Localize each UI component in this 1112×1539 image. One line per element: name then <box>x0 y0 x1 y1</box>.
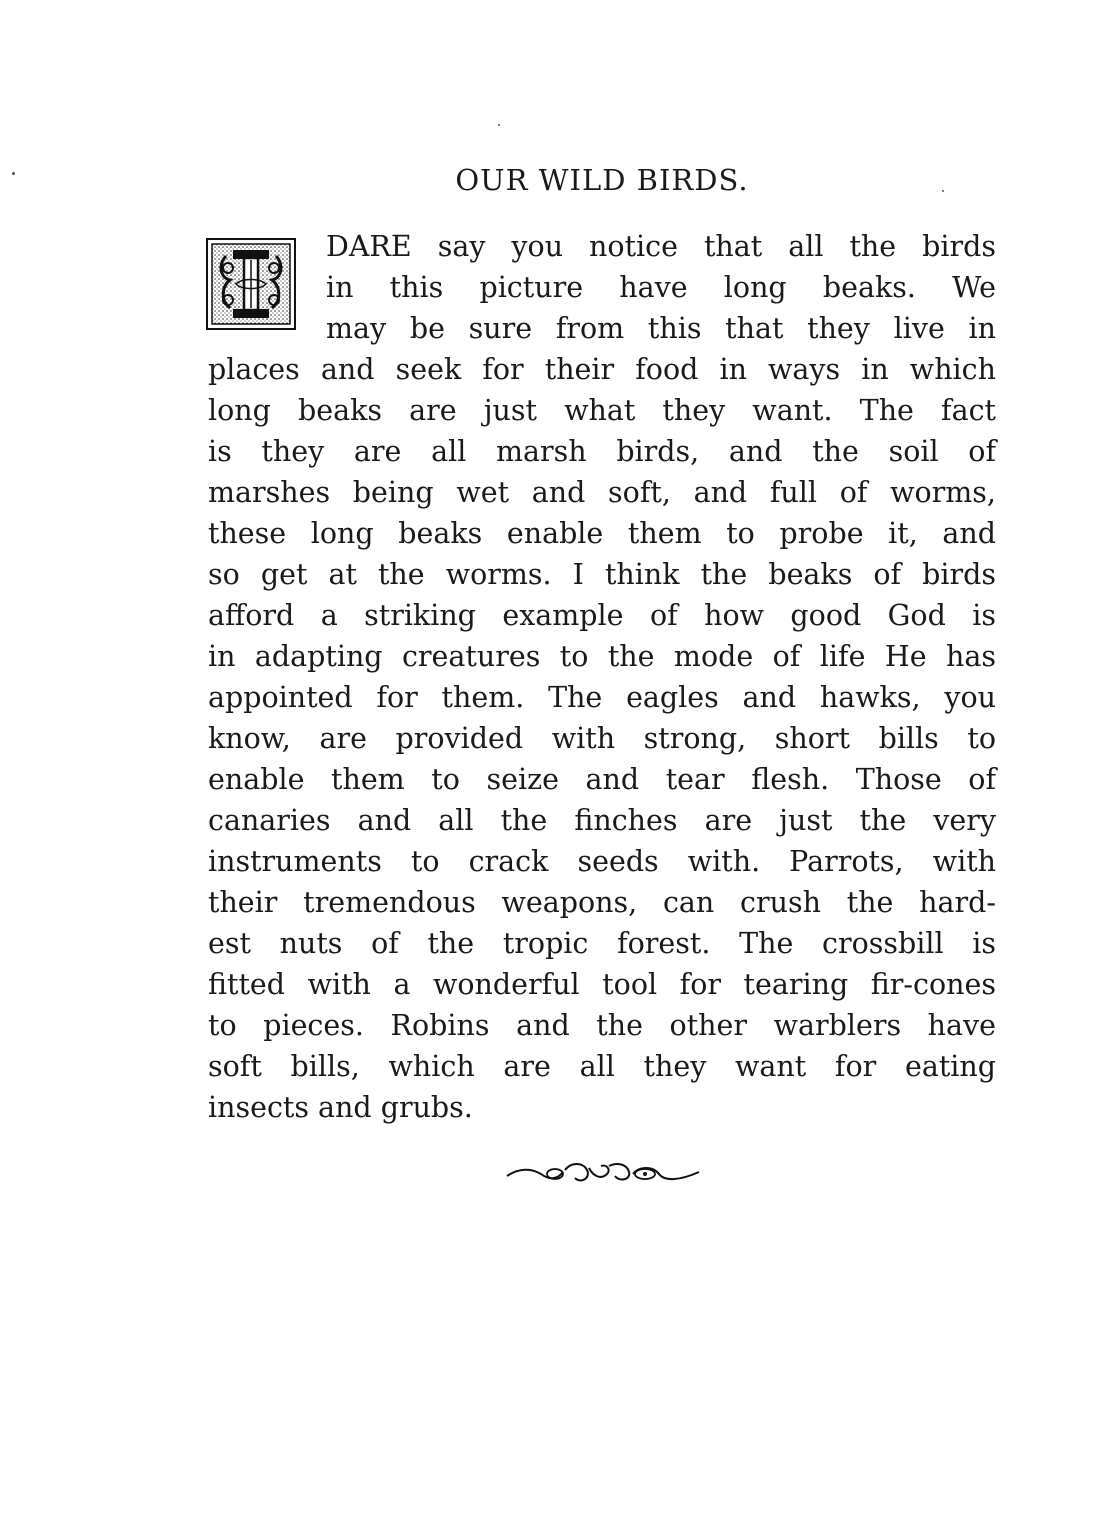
text-line-16: instruments to crack seeds with. Parrots, with <box>208 845 996 878</box>
decorative-flourish-icon <box>505 1158 701 1190</box>
text-line-7: marshes being wet and soft, and full of worms, <box>208 476 996 509</box>
ornamental-dropcap-i <box>206 238 296 330</box>
text-line-17: their tremendous weapons, can crush the hard- <box>208 886 996 919</box>
text-line-14: enable them to seize and tear flesh. Those of <box>208 763 996 796</box>
text-line-4: places and seek for their food in ways in which <box>208 353 996 386</box>
text-line-2: in this picture have long beaks. We <box>326 271 996 304</box>
text-line-3: may be sure from this that they live in <box>326 312 996 345</box>
ink-speck <box>498 124 500 126</box>
ink-speck <box>942 190 944 192</box>
text-line-12: appointed for them. The eagles and hawks, you <box>208 681 996 714</box>
text-line-9: so get at the worms. I think the beaks of birds <box>208 558 996 591</box>
text-line-18: est nuts of the tropic forest. The crossbill is <box>208 927 996 960</box>
text-line-19: fitted with a wonderful tool for tearing fir-cones <box>208 968 996 1001</box>
text-line-5: long beaks are just what they want. The fact <box>208 394 996 427</box>
text-line-21: soft bills, which are all they want for eating <box>208 1050 996 1083</box>
text-line-20: to pieces. Robins and the other warblers have <box>208 1009 996 1042</box>
text-line-11: in adapting creatures to the mode of life He has <box>208 640 996 673</box>
text-line-6: is they are all marsh birds, and the soil of <box>208 435 996 468</box>
text-line-1: DARE say you notice that all the birds <box>326 230 996 263</box>
text-line-8: these long beaks enable them to probe it, and <box>208 517 996 550</box>
ink-speck <box>12 172 15 175</box>
text-line-10: afford a striking example of how good God is <box>208 599 996 632</box>
text-line-22: insects and grubs. <box>208 1091 473 1124</box>
page-title: OUR WILD BIRDS. <box>455 163 749 197</box>
text-line-15: canaries and all the finches are just the very <box>208 804 996 837</box>
text-line-13: know, are provided with strong, short bills to <box>208 722 996 755</box>
